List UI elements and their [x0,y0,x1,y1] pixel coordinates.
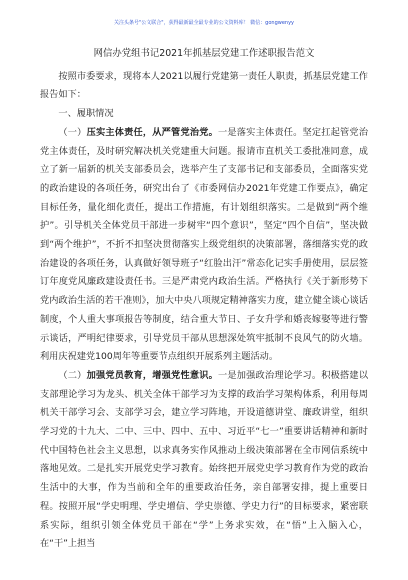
promo-banner[interactable]: 关注头条号"公文联合"，获得最新最全最专业的公文资料库！ 微信：gongwenyy [113,20,295,26]
paragraph-2-number: （二） [58,369,87,381]
paragraph-2-body: 一是加强政治理论学习。积极搭建以支部理论学习为龙头、机关全体干部学习为支撑的政治学习架构体系，利用每周机关干部学习会、支部学习会，建立学习阵地，开设道德讲堂、廉政讲堂，组织学习党的十九大、二中、三中、四中、五中、习近平“七一”重要讲话精神和新时代中国特色社会主义思想，以求真务实作风推动上级决策部署在全市网信系统中落地见效。二是扎实开展党史学习教育。始终把开展党史学习教育作为党的政治生活中的大事，作为当前和全年的重要政治任务，亲自部署安排，提上重要日程。按照开展“学史明理、学史增信、学史崇德、学史力行”的目标要求，紧密联系实际，组织引领全体党员干部在“学”上务求实效，在“悟”上入脑入心，在“干”上担当 [40,369,369,550]
document-body [40,45,368,554]
intro-paragraph: 按照市委要求，现将本人2021以履行党建第一责任人职责，抓基层党建工作报告如下： [40,70,368,101]
paragraph-2-lead [58,370,218,381]
document-title: 网信办党组书记2021年抓基层党建工作述职报告范文 [93,48,315,59]
paragraph-2 [40,367,368,554]
paragraph-1 [40,124,368,367]
section-heading: 一、履职情况 [58,108,114,120]
paragraph-1-lead [58,127,218,138]
paragraph-1-body: 一是落实主体责任。坚定扛起管党治党主体责任，及时研究解决机关党建重大问题。报请市直机关工委批准同意，成立了新一届新的机关支部委员会，选举产生了支部书记和支部委员，全面落实党的政治建设的各项任务，研究出台了《市委网信办2021年党建工作要点》，确定目标任务，量化细化责任，提出工作措施，有计划组织落实。二是做到“两个维护”。引导机关全体党员干部进一步树牢“四个意识”，坚定“四个自信”，坚决做到“两个维护”，不折不扣坚决贯彻落实上级党组织的决策部署，落细落实党的政治建设的各项任务，认真做好领导班子“红脸出汗”常态化记实手册使用，层层签订年度党风廉政建设责任书。三是严肃党内政治生活。严格执行《关于新形势下党内政治生活的若干准则》，加大中央八项规定精神落实力度，建立健全谈心谈话制度，个人重大事项报告等制度，结合重大节日、子女升学和婚丧嫁娶等进行警示谈话，严明纪律要求，引导党员干部从思想深处筑牢抵制不良风气的防火墙。利用庆祝建党100周年等重要节点组织开展系列主题活动。 [40,126,369,363]
paragraph-1-number: （一） [58,126,87,138]
paragraph-2-lead-text: 加强党员教育，增强党性意识。 [86,369,218,381]
paragraph-1-lead-text: 压实主体责任，从严管党治党。 [86,126,218,138]
